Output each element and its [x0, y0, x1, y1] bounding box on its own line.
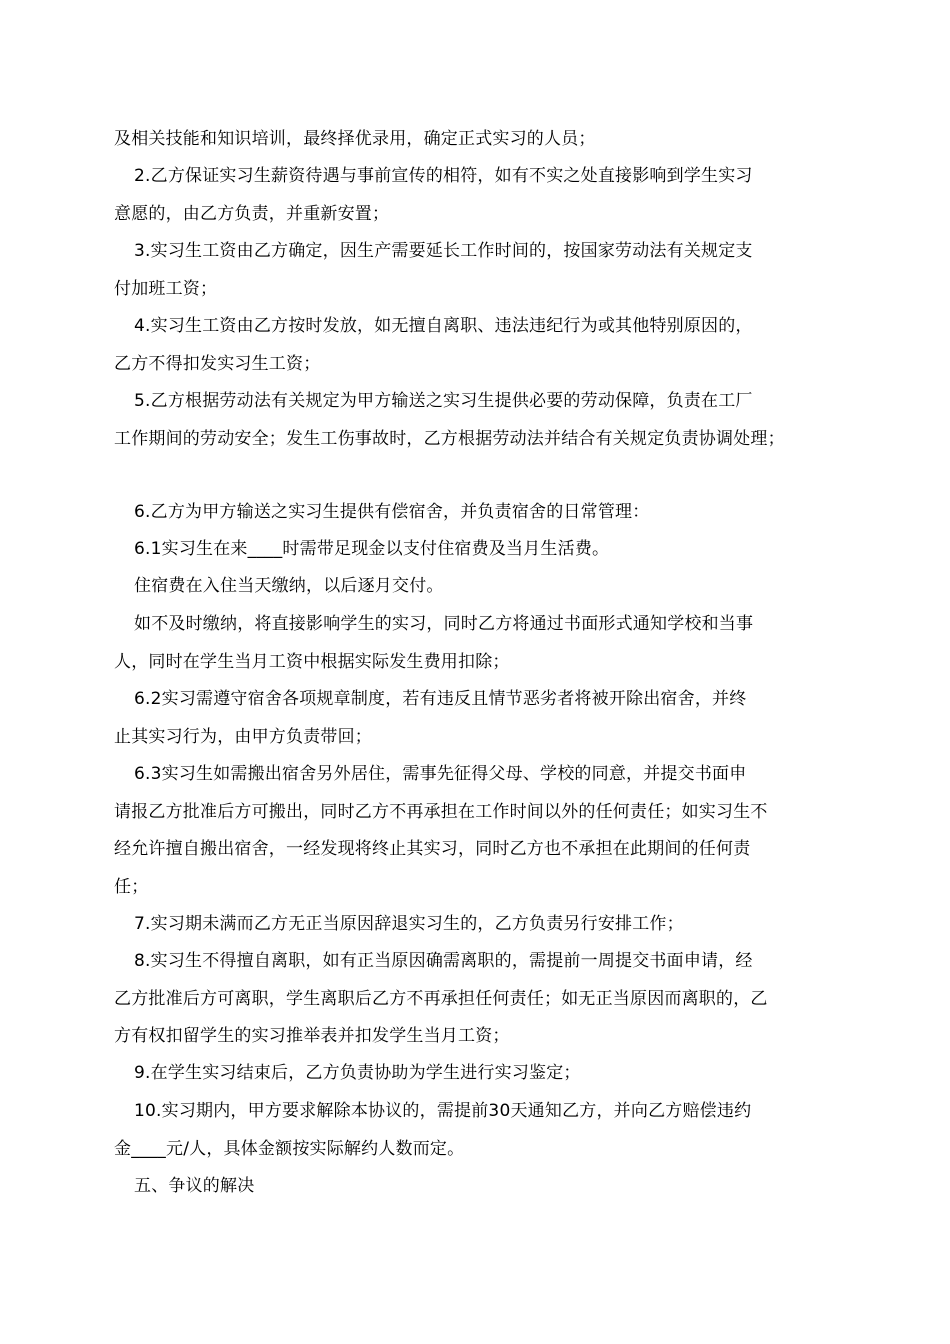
- paragraph-line: 住宿费在入住当天缴纳，以后逐月交付。: [134, 576, 444, 596]
- paragraph-line: 6.2实习需遵守宿舍各项规章制度，若有违反且情节恶劣者将被开除出宿舍，并终: [134, 689, 747, 709]
- clause-6-3: [114, 756, 854, 906]
- clause-10: [114, 1093, 854, 1168]
- paragraph-line: 及相关技能和知识培训，最终择优录用，确定正式实习的人员；: [114, 129, 596, 149]
- paragraph-line: 8.实习生不得擅自离职，如有正当原因确需离职的，需提前一周提交书面申请，经: [134, 951, 753, 971]
- paragraph-line: 4.实习生工资由乙方按时发放，如无擅自离职、违法违纪行为或其他特别原因的，: [134, 316, 753, 336]
- paragraph-line: 3.实习生工资由乙方确定，因生产需要延长工作时间的，按国家劳动法有关规定支: [134, 241, 753, 261]
- clause-5: [114, 383, 854, 458]
- paragraph-line: 10.实习期内，甲方要求解除本协议的，需提前30天通知乙方，并向乙方赔偿违约: [134, 1101, 752, 1121]
- paragraph-line: 乙方不得扣发实习生工资；: [114, 353, 321, 374]
- paragraph-line: 5.乙方根据劳动法有关规定为甲方输送之实习生提供必要的劳动保障，负责在工厂: [134, 391, 753, 411]
- clause-6-1: [114, 531, 854, 569]
- paragraph-line: 6.乙方为甲方输送之实习生提供有偿宿舍，并负责宿舍的日常管理：: [134, 502, 650, 522]
- clause-6-2: [114, 681, 854, 756]
- paragraph-line: 乙方批准后方可离职，学生离职后乙方不再承担任何责任；如无正当原因而离职的，乙: [114, 988, 768, 1009]
- section-heading: 五、争议的解决: [134, 1176, 255, 1196]
- paragraph-line: 7.实习期未满而乙方无正当原因辞退实习生的，乙方负责另行安排工作；: [134, 914, 684, 934]
- clause-6-1-late-payment: [114, 606, 854, 681]
- paragraph-line: 金____元/人，具体金额按实际解约人数而定。: [114, 1138, 465, 1159]
- paragraph-line: 如不及时缴纳，将直接影响学生的实习，同时乙方将通过书面形式通知学校和当事: [134, 614, 754, 634]
- paragraph-line: 9.在学生实习结束后，乙方负责协助为学生进行实习鉴定；: [134, 1063, 581, 1083]
- clause-4: [114, 308, 854, 383]
- clause-3: [114, 233, 854, 308]
- paragraph-line: 意愿的，由乙方负责，并重新安置；: [114, 203, 390, 224]
- clause-7: [114, 906, 854, 944]
- paragraph-line: 2.乙方保证实习生薪资待遇与事前宣传的相符，如有不实之处直接影响到学生实习: [134, 166, 753, 186]
- paragraph-intro-continuation: [114, 121, 854, 159]
- paragraph-line: 付加班工资；: [114, 278, 218, 299]
- paragraph-line: 6.1实习生在来____时需带足现金以支付住宿费及当月生活费。: [134, 539, 610, 559]
- paragraph-line: 经允许擅自搬出宿舍，一经发现将终止其实习，同时乙方也不承担在此期间的任何责: [114, 839, 751, 859]
- paragraph-line: 任；: [114, 876, 149, 897]
- clause-6-1-payment: [114, 568, 854, 606]
- clause-6: [114, 494, 854, 532]
- paragraph-line: 方有权扣留学生的实习推举表并扣发学生当月工资；: [114, 1026, 510, 1046]
- paragraph-line: 6.3实习生如需搬出宿舍另外居住，需事先征得父母、学校的同意，并提交书面申: [134, 764, 747, 784]
- section-heading-dispute-resolution: [114, 1168, 854, 1206]
- paragraph-line: 人，同时在学生当月工资中根据实际发生费用扣除；: [114, 651, 510, 672]
- paragraph-line: 请报乙方批准后方可搬出，同时乙方不再承担在工作时间以外的任何责任；如实习生不: [114, 801, 768, 822]
- paragraph-line: 工作期间的劳动安全；发生工伤事故时，乙方根据劳动法并结合有关规定负责协调处理；: [114, 428, 785, 449]
- clause-8: [114, 943, 854, 1056]
- paragraph-line: 止其实习行为，由甲方负责带回；: [114, 726, 372, 747]
- clause-9: [114, 1055, 854, 1093]
- clause-2: [114, 158, 854, 233]
